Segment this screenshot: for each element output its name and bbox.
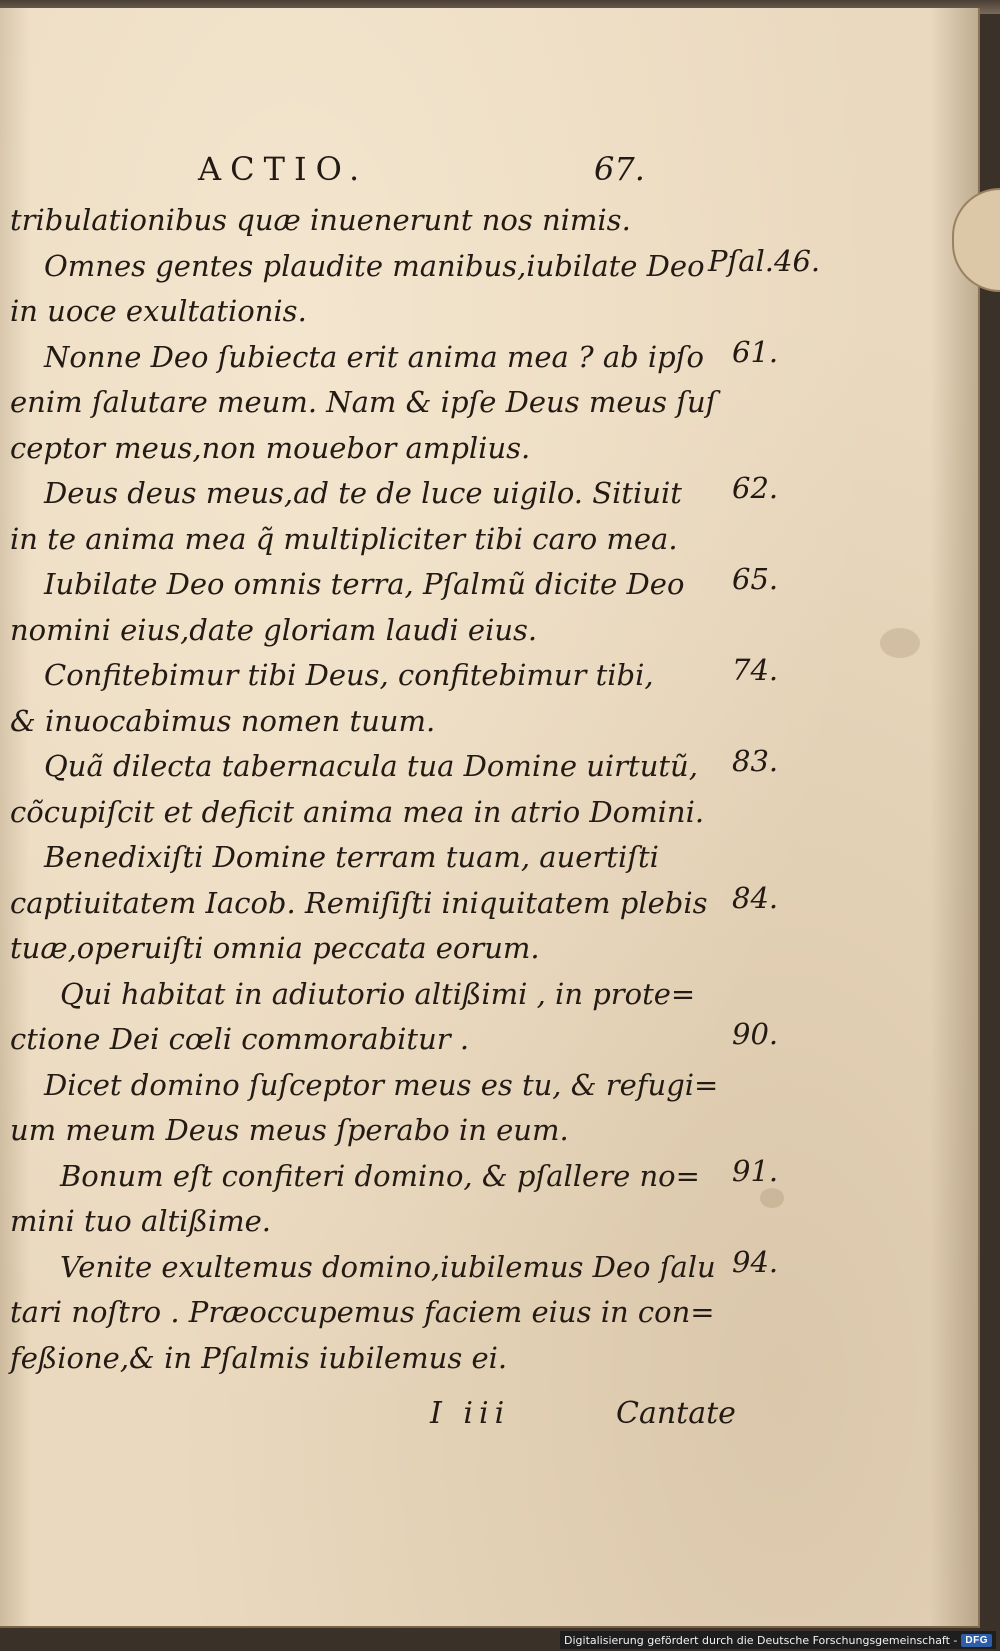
text-line: tuæ,operuiſti omnia peccata eorum. [10,931,540,965]
text-line: cõcupiſcit et deficit anima mea in atrio Domini. [10,794,705,829]
text-line: captiuitatem Iacob. Remiſiſti iniquitatem plebis [10,885,708,920]
psalm-reference: 74. [732,653,779,687]
text-line: Deus deus meus,ad te de luce uigilo. Sitiuit [44,476,682,510]
psalm-reference: 91. [732,1153,779,1188]
text-line: tribulationibus quæ inuenerunt nos nimis. [10,203,631,237]
text-line: ctione Dei cœli commorabitur . [10,1022,470,1056]
text-line: feßione,& in Pſalmis iubilemus ei. [10,1340,508,1375]
text-line: tari noſtro . Præoccupemus faciem eius in con= [10,1295,715,1329]
text-line: & inuocabimus nomen tuum. [10,703,436,738]
text-line: Confitebimur tibi Deus, confitebimur tibi, [44,658,654,692]
psalm-text-block [10,198,719,1381]
text-line: Quã dilecta tabernacula tua Domine uirtutũ, [44,749,698,783]
running-head: ACTIO. [198,150,369,188]
text-line: Qui habitat in adiutorio altißimi , in prote= [60,976,696,1011]
credit-text: Digitalisierung gefördert durch die Deutsche Forschungsgemeinschaft - [564,1633,958,1647]
page-number: 67. [594,150,645,188]
text-line: ceptor meus,non mouebor amplius. [10,430,531,465]
psalm-reference: 83. [732,744,779,778]
text-line: um meum Deus meus ſperabo in eum. [10,1113,569,1147]
dfg-logo: DFG [961,1634,992,1647]
text-line: Bonum eſt confiteri domino, & pſallere no= [60,1158,700,1193]
psalm-reference: 94. [732,1244,779,1279]
catchword: Cantate [616,1396,736,1431]
digitization-credit [560,1631,996,1649]
text-line: enim ſalutare meum. Nam & ipſe Deus meus ſuſ [10,385,717,419]
text-line: in te anima mea q̃ multipliciter tibi caro mea. [10,521,678,556]
psalm-reference: 61. [732,334,779,369]
text-line: Benedixiſti Domine terram tuam, auertiſti [44,840,659,874]
psalm-reference: 84. [732,880,779,915]
book-page [0,8,980,1628]
text-line: Dicet domino ſuſceptor meus es tu, & refugi= [44,1067,719,1102]
signature-mark: I iii [430,1396,511,1431]
psalm-reference: 62. [732,471,779,505]
text-line: Venite exultemus domino,iubilemus Deo ſalu [60,1249,716,1284]
text-line: Nonne Deo ſubiecta erit anima mea ? ab ipſo [44,339,704,374]
psalm-reference: Pſal.46. [708,243,821,278]
psalm-reference: 65. [732,562,779,596]
text-line: nomini eius,date gloriam laudi eius. [10,612,538,647]
paper-stain [760,1188,784,1208]
text-line: Iubilate Deo omnis terra, Pſalmũ dicite Deo [44,567,685,601]
psalm-reference: 90. [732,1017,779,1051]
text-line: mini tuo altißime. [10,1204,271,1238]
text-line: in uoce exultationis. [10,294,307,328]
paper-stain [880,628,920,658]
text-line: Omnes gentes plaudite manibus,iubilate Deo [44,248,705,283]
